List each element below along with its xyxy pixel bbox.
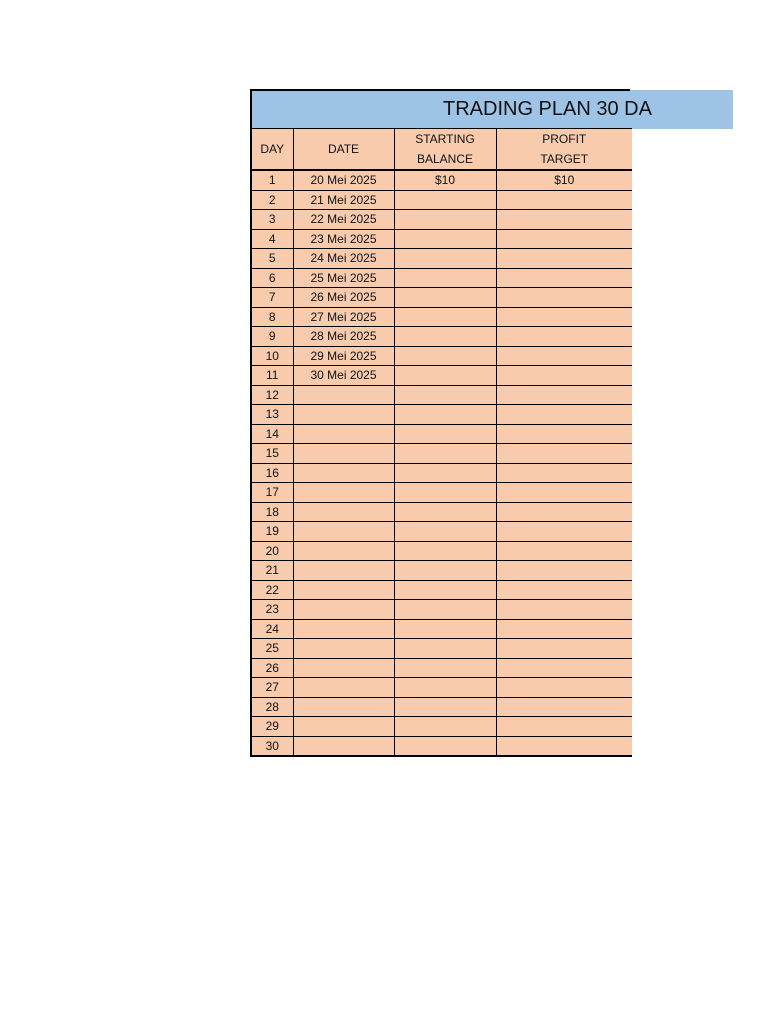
table-row (251, 541, 632, 561)
header-starting-balance-line1: STARTING (415, 132, 475, 146)
date-cell[interactable] (293, 385, 394, 405)
table-row (251, 697, 632, 717)
profit-target-cell[interactable] (496, 736, 632, 756)
date-cell[interactable] (293, 502, 394, 522)
starting-balance-cell[interactable] (394, 658, 496, 678)
table-row (251, 658, 632, 678)
starting-balance-cell[interactable] (394, 366, 496, 386)
date-cell[interactable] (293, 463, 394, 483)
date-cell[interactable] (293, 444, 394, 464)
profit-target-cell[interactable] (496, 678, 632, 698)
starting-balance-cell[interactable] (394, 678, 496, 698)
day-cell[interactable]: 12 (251, 385, 293, 405)
day-cell[interactable]: 21 (251, 561, 293, 581)
profit-target-cell[interactable] (496, 522, 632, 542)
day-cell[interactable]: 24 (251, 619, 293, 639)
table-row (251, 249, 632, 269)
day-cell[interactable]: 18 (251, 502, 293, 522)
trading-plan-table (250, 128, 632, 757)
profit-target-cell[interactable] (496, 327, 632, 347)
profit-target-cell[interactable] (496, 600, 632, 620)
date-cell[interactable] (293, 405, 394, 425)
starting-balance-cell[interactable] (394, 190, 496, 210)
date-cell[interactable]: 25 Mei 2025 (293, 268, 394, 288)
starting-balance-cell[interactable] (394, 717, 496, 737)
starting-balance-cell[interactable] (394, 541, 496, 561)
table-row (251, 561, 632, 581)
date-cell[interactable] (293, 541, 394, 561)
starting-balance-cell[interactable] (394, 327, 496, 347)
table-row (251, 736, 632, 756)
table-row (251, 405, 632, 425)
date-cell[interactable]: 26 Mei 2025 (293, 288, 394, 308)
date-cell[interactable]: 24 Mei 2025 (293, 249, 394, 269)
date-cell[interactable]: 23 Mei 2025 (293, 229, 394, 249)
table-row (251, 522, 632, 542)
day-cell[interactable]: 22 (251, 580, 293, 600)
table-row (251, 463, 632, 483)
profit-target-cell[interactable] (496, 288, 632, 308)
starting-balance-cell[interactable] (394, 405, 496, 425)
table-row (251, 288, 632, 308)
table-row (251, 600, 632, 620)
profit-target-cell[interactable] (496, 483, 632, 503)
table-row (251, 170, 632, 190)
date-cell[interactable]: 27 Mei 2025 (293, 307, 394, 327)
table-row (251, 307, 632, 327)
day-cell[interactable]: 11 (251, 366, 293, 386)
profit-target-cell[interactable] (496, 541, 632, 561)
date-cell[interactable] (293, 717, 394, 737)
date-cell[interactable]: 21 Mei 2025 (293, 190, 394, 210)
header-date: DATE (293, 129, 394, 171)
table-row (251, 229, 632, 249)
starting-balance-cell[interactable] (394, 463, 496, 483)
profit-target-cell[interactable] (496, 190, 632, 210)
starting-balance-cell[interactable] (394, 522, 496, 542)
header-profit-target-line2: TARGET (540, 152, 589, 166)
profit-target-cell[interactable] (496, 268, 632, 288)
date-cell[interactable] (293, 600, 394, 620)
day-cell[interactable]: 1 (251, 170, 293, 190)
profit-target-cell[interactable] (496, 307, 632, 327)
profit-target-cell[interactable] (496, 249, 632, 269)
profit-target-cell[interactable] (496, 580, 632, 600)
profit-target-cell[interactable] (496, 639, 632, 659)
date-cell[interactable] (293, 522, 394, 542)
day-cell[interactable]: 16 (251, 463, 293, 483)
day-cell[interactable]: 28 (251, 697, 293, 717)
starting-balance-cell[interactable] (394, 385, 496, 405)
date-cell[interactable] (293, 736, 394, 756)
profit-target-cell[interactable] (496, 229, 632, 249)
starting-balance-cell[interactable] (394, 580, 496, 600)
starting-balance-cell[interactable] (394, 307, 496, 327)
profit-target-cell[interactable] (496, 385, 632, 405)
profit-target-cell[interactable] (496, 697, 632, 717)
starting-balance-cell[interactable] (394, 210, 496, 230)
table-row (251, 717, 632, 737)
profit-target-cell[interactable] (496, 444, 632, 464)
header-starting-balance-line2: BALANCE (416, 152, 474, 166)
day-cell[interactable]: 25 (251, 639, 293, 659)
starting-balance-cell[interactable] (394, 502, 496, 522)
date-cell[interactable] (293, 639, 394, 659)
header-profit-target (496, 129, 632, 171)
day-cell[interactable]: 6 (251, 268, 293, 288)
starting-balance-cell[interactable] (394, 444, 496, 464)
table-row (251, 385, 632, 405)
day-cell[interactable]: 8 (251, 307, 293, 327)
table-row (251, 678, 632, 698)
table-row (251, 580, 632, 600)
starting-balance-cell[interactable] (394, 268, 496, 288)
day-cell[interactable]: 10 (251, 346, 293, 366)
date-cell[interactable] (293, 697, 394, 717)
profit-target-cell[interactable]: $10 (496, 170, 632, 190)
date-cell[interactable] (293, 619, 394, 639)
date-cell[interactable]: 28 Mei 2025 (293, 327, 394, 347)
table-row (251, 424, 632, 444)
starting-balance-cell[interactable] (394, 483, 496, 503)
profit-target-cell[interactable] (496, 463, 632, 483)
table-row (251, 327, 632, 347)
day-cell[interactable]: 2 (251, 190, 293, 210)
day-cell[interactable]: 17 (251, 483, 293, 503)
starting-balance-cell[interactable] (394, 619, 496, 639)
date-cell[interactable] (293, 678, 394, 698)
day-cell[interactable]: 20 (251, 541, 293, 561)
starting-balance-cell[interactable] (394, 288, 496, 308)
day-cell[interactable]: 15 (251, 444, 293, 464)
starting-balance-cell[interactable] (394, 639, 496, 659)
day-cell[interactable]: 5 (251, 249, 293, 269)
starting-balance-cell[interactable] (394, 697, 496, 717)
profit-target-cell[interactable] (496, 405, 632, 425)
profit-target-cell[interactable] (496, 717, 632, 737)
day-cell[interactable]: 26 (251, 658, 293, 678)
table-row (251, 639, 632, 659)
date-cell[interactable] (293, 580, 394, 600)
date-cell[interactable] (293, 561, 394, 581)
date-cell[interactable]: 20 Mei 2025 (293, 170, 394, 190)
table-row (251, 444, 632, 464)
profit-target-cell[interactable] (496, 619, 632, 639)
day-cell[interactable]: 9 (251, 327, 293, 347)
starting-balance-cell[interactable] (394, 736, 496, 756)
profit-target-cell[interactable] (496, 561, 632, 581)
table-row (251, 619, 632, 639)
profit-target-cell[interactable] (496, 366, 632, 386)
sheet-title: TRADING PLAN 30 DA (443, 98, 652, 120)
day-cell[interactable]: 29 (251, 717, 293, 737)
starting-balance-cell[interactable] (394, 424, 496, 444)
day-cell[interactable]: 30 (251, 736, 293, 756)
date-cell[interactable] (293, 483, 394, 503)
table-row (251, 366, 632, 386)
day-cell[interactable]: 27 (251, 678, 293, 698)
header-starting-balance (394, 129, 496, 171)
day-cell[interactable]: 7 (251, 288, 293, 308)
table-row (251, 268, 632, 288)
day-cell[interactable]: 4 (251, 229, 293, 249)
profit-target-cell[interactable] (496, 346, 632, 366)
starting-balance-cell[interactable] (394, 561, 496, 581)
day-cell[interactable]: 19 (251, 522, 293, 542)
table-row (251, 502, 632, 522)
day-cell[interactable]: 23 (251, 600, 293, 620)
starting-balance-cell[interactable] (394, 600, 496, 620)
profit-target-cell[interactable] (496, 658, 632, 678)
starting-balance-cell[interactable] (394, 249, 496, 269)
header-row (251, 129, 632, 171)
table-row (251, 346, 632, 366)
starting-balance-cell[interactable]: $10 (394, 170, 496, 190)
table-row (251, 210, 632, 230)
table-row (251, 190, 632, 210)
profit-target-cell[interactable] (496, 424, 632, 444)
date-cell[interactable] (293, 424, 394, 444)
day-cell[interactable]: 3 (251, 210, 293, 230)
starting-balance-cell[interactable] (394, 346, 496, 366)
starting-balance-cell[interactable] (394, 229, 496, 249)
day-cell[interactable]: 13 (251, 405, 293, 425)
header-day: DAY (251, 129, 293, 171)
day-cell[interactable]: 14 (251, 424, 293, 444)
date-cell[interactable] (293, 658, 394, 678)
date-cell[interactable]: 29 Mei 2025 (293, 346, 394, 366)
date-cell[interactable]: 30 Mei 2025 (293, 366, 394, 386)
profit-target-cell[interactable] (496, 210, 632, 230)
date-cell[interactable]: 22 Mei 2025 (293, 210, 394, 230)
profit-target-cell[interactable] (496, 502, 632, 522)
header-profit-target-line1: PROFIT (542, 132, 587, 146)
table-row (251, 483, 632, 503)
